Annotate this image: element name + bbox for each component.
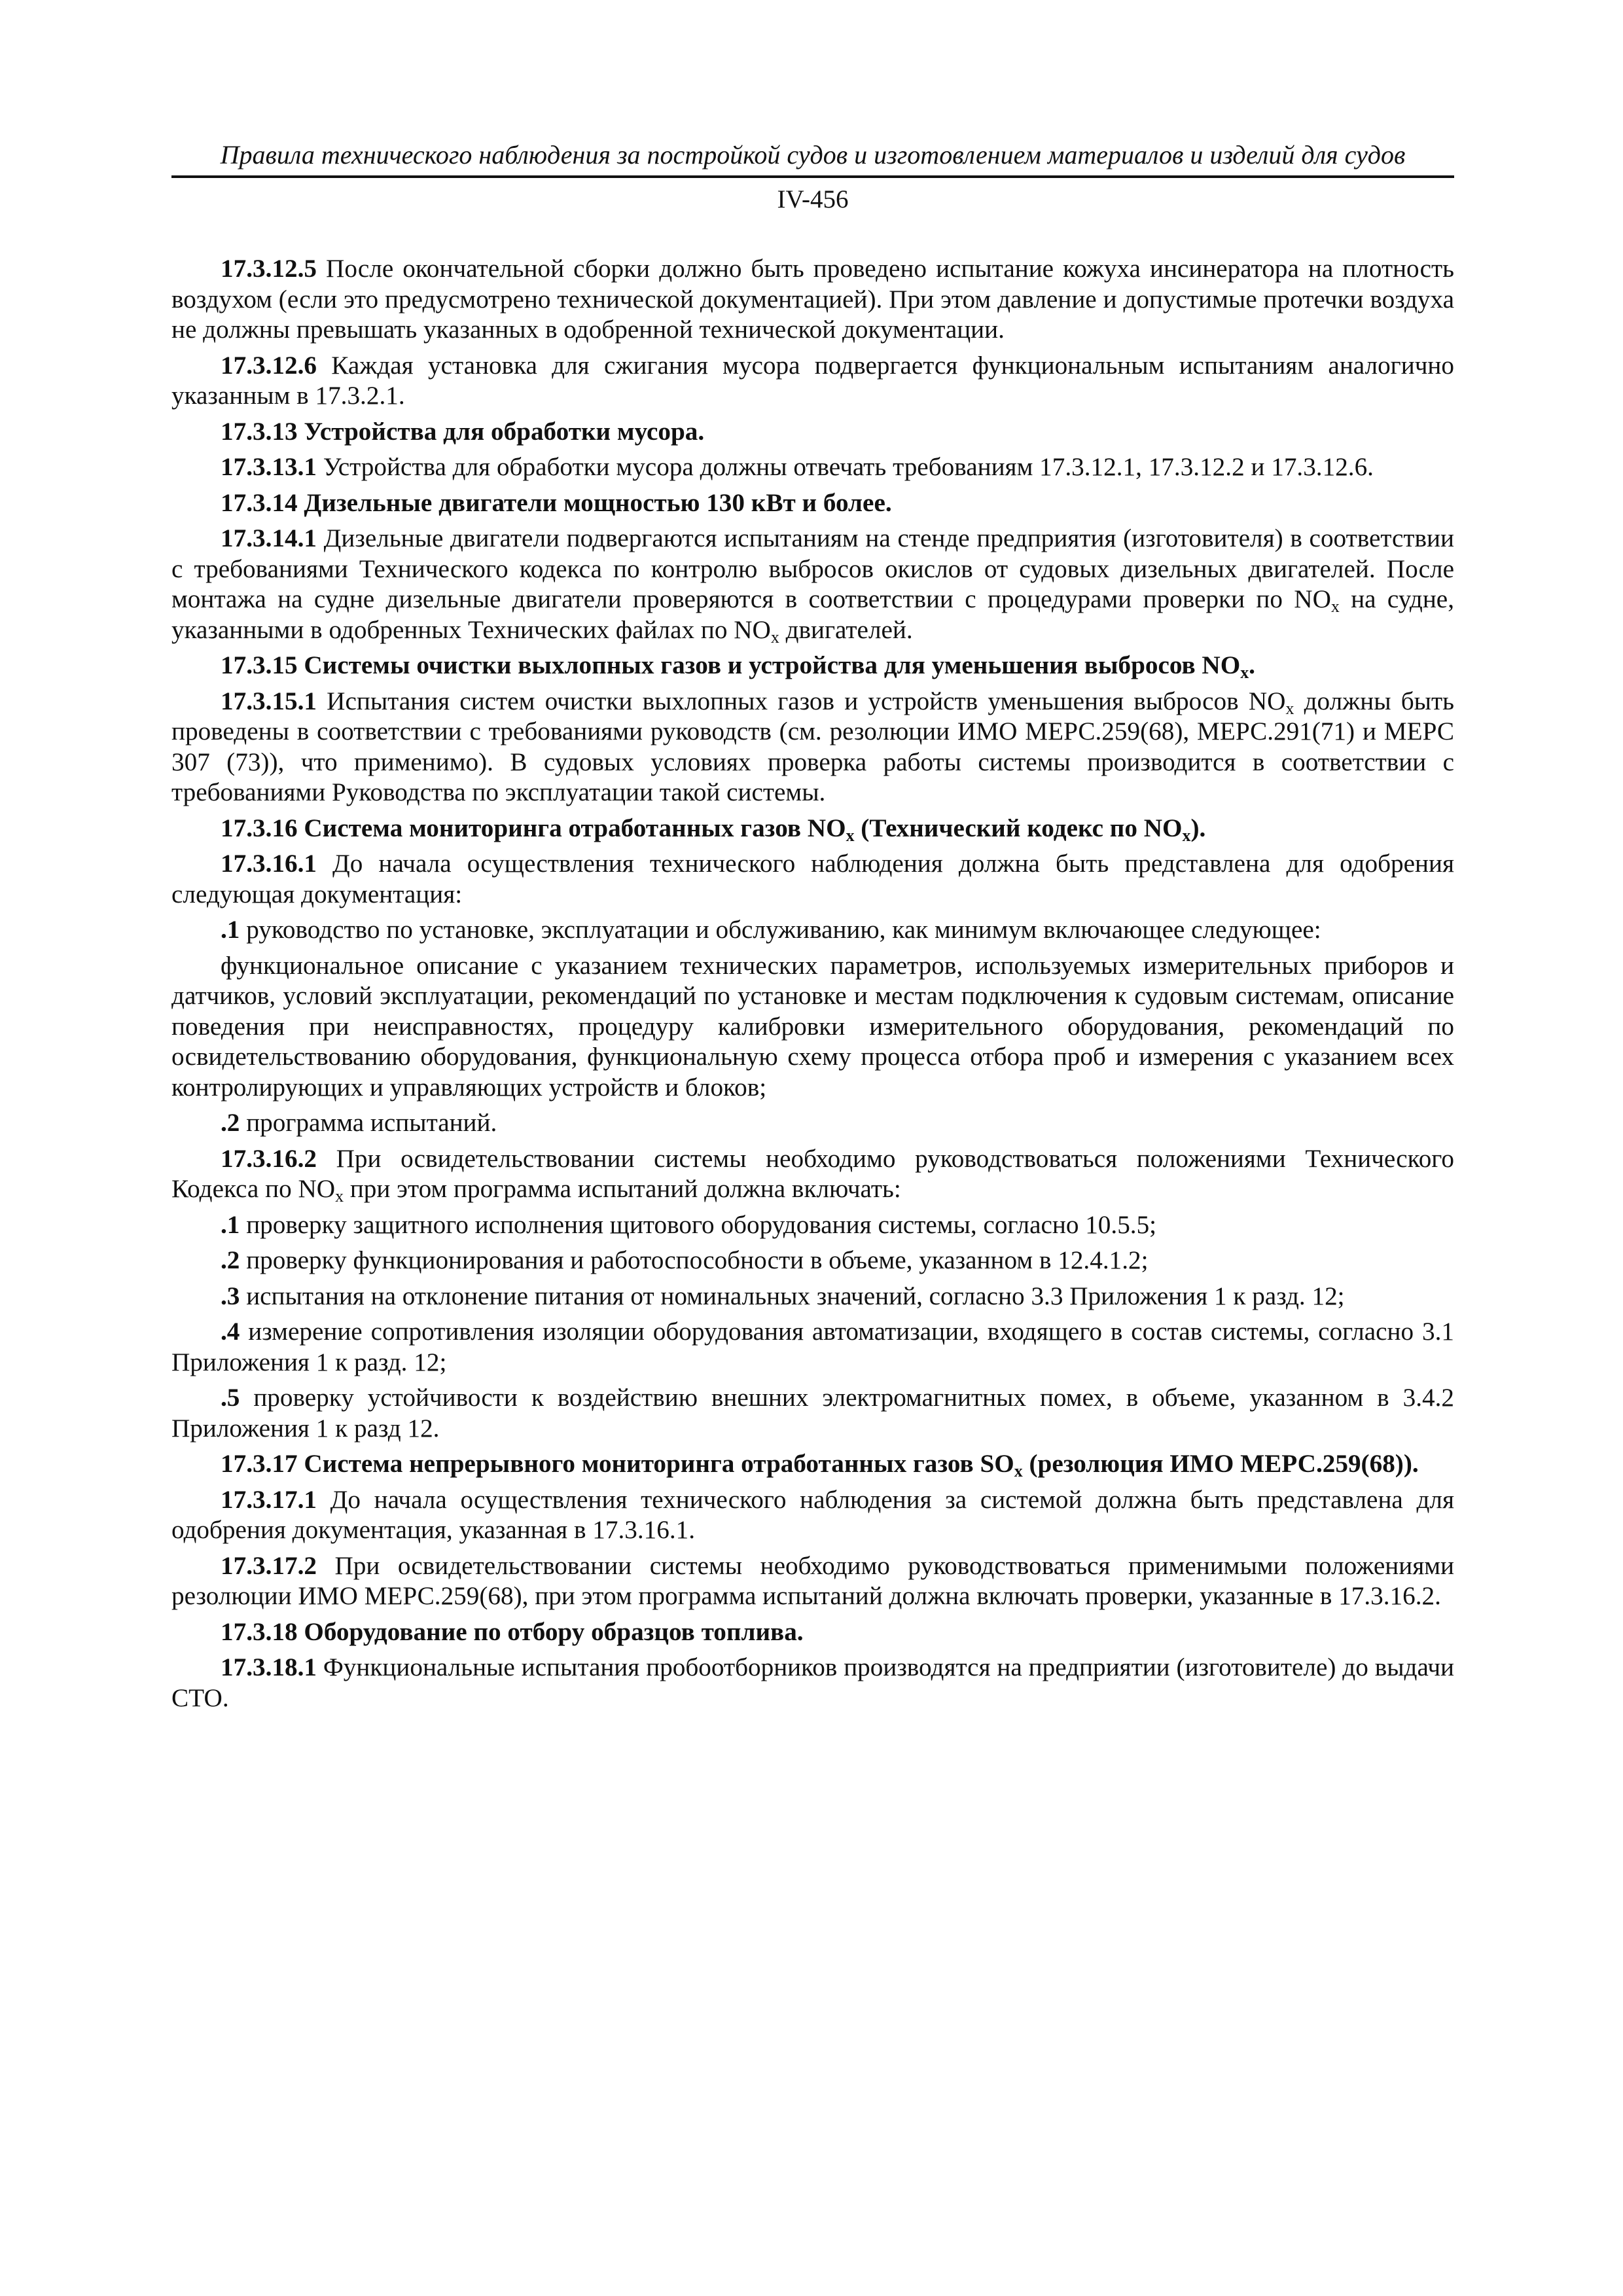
clause-number: 17.3.18.1 <box>221 1653 317 1681</box>
list-item-number: .4 <box>221 1318 240 1346</box>
paragraph-text: двигателей. <box>779 615 913 644</box>
list-item-number: .2 <box>221 1109 240 1137</box>
list-item <box>171 1210 1454 1241</box>
running-header-title: Правила технического наблюдения за постройкой судов и изготовлением материалов и изделий для судов <box>220 140 1406 170</box>
list-item-text: руководство по установке, эксплуатации и обслуживанию, как минимум включающее следующее: <box>240 916 1321 944</box>
paragraph-17-3-14-1 <box>171 524 1454 645</box>
list-item <box>171 1108 1454 1139</box>
paragraph-text: должны быть проведены в соответствии с требованиями руководств (см. резолюции ИМО МЕРС.259(68), МЕРС.291(71) и МЕРС 307 (73)), что применимо). В судовых условиях проверка работы системы производится в соответствии с требованиями Руководства по эксплуатации такой системы. <box>171 687 1454 806</box>
list-item <box>171 1282 1454 1312</box>
subscript: x <box>770 627 779 647</box>
clause-number: 17.3.14.1 <box>221 524 317 552</box>
list-item-text: проверку функционирования и работоспособности в объеме, указанном в 12.4.1.2; <box>240 1246 1149 1274</box>
heading-text: (Технический кодекс по NO <box>854 814 1183 842</box>
paragraph-text: Функциональные испытания пробоотборников производятся на предприятии (изготовителе) до выдачи СТО. <box>171 1653 1454 1712</box>
section-heading-17-3-16 <box>171 814 1454 844</box>
section-heading-17-3-15 <box>171 651 1454 681</box>
subscript: x <box>1014 1462 1023 1481</box>
paragraph-text: До начала осуществления технического наблюдения за системой должна быть представлена для одобрения документация, указанная в 17.3.16.1. <box>171 1485 1454 1544</box>
clause-number: 17.3.16.2 <box>221 1144 317 1173</box>
paragraph-text: Устройства для обработки мусора должны отвечать требованиям 17.3.12.1, 17.3.12.2 и 17.3.12.6. <box>316 453 1374 481</box>
paragraph-text: При освидетельствовании системы необходимо руководствоваться положениями Технического Кодекса по NO <box>171 1144 1454 1203</box>
paragraph-text: После окончательной сборки должно быть проведено испытание кожуха инсинератора на плотность воздухом (если это предусмотрено технической документацией). При этом давление и допустимые протечки воздуха не должны превышать указанных в одобренной технической документации. <box>171 255 1454 344</box>
paragraph-text: До начала осуществления технического наблюдения должна быть представлена для одобрения следующая документация: <box>171 850 1454 908</box>
heading-text: 17.3.15 Системы очистки выхлопных газов и устройства для уменьшения выбросов NO <box>221 651 1241 679</box>
paragraph-17-3-13-1 <box>171 452 1454 483</box>
clause-number: 17.3.17.1 <box>221 1485 317 1514</box>
list-item-number: .1 <box>221 916 240 944</box>
paragraph-17-3-18-1 <box>171 1653 1454 1713</box>
subscript: x <box>1330 597 1340 617</box>
clause-number: 17.3.16.1 <box>221 850 317 878</box>
paragraph-description: функциональное описание с указанием технических параметров, используемых измерительных приборов и датчиков, условий эксплуатации, рекомендаций по установке и местам подключения к судовым системам, описание поведения при неисправностях, процедуру калибровки измерительного оборудования, рекомендаций по освидетельствованию оборудования, функциональную схему процесса отбора проб и измерения с указанием всех контролирующих и управляющих устройств и блоков; <box>171 951 1454 1102</box>
paragraph-text: Каждая установка для сжигания мусора подвергается функциональным испытаниям аналогично указанным в 17.3.2.1. <box>171 351 1454 410</box>
paragraph-17-3-16-2 <box>171 1144 1454 1205</box>
header-divider <box>171 175 1454 178</box>
paragraph-17-3-12-5 <box>171 254 1454 346</box>
heading-text: (резолюция ИМО МЕРС.259(68)). <box>1022 1450 1419 1478</box>
paragraph-text: Дизельные двигатели подвергаются испытаниям на стенде предприятия (изготовителя) в соответствии с требованиями Технического кодекса по контролю выбросов окислов от судовых дизельных двигателей. После монтажа на судне дизельные двигатели проверяются в соответствии с процедурами проверки по NO <box>171 524 1454 613</box>
paragraph-17-3-16-1 <box>171 849 1454 910</box>
section-heading-17-3-13: 17.3.13 Устройства для обработки мусора. <box>221 417 705 446</box>
clause-number: 17.3.17.2 <box>221 1551 317 1580</box>
list-item <box>171 1246 1454 1276</box>
paragraph-17-3-15-1 <box>171 687 1454 808</box>
list-item <box>171 1383 1454 1444</box>
subscript: x <box>335 1187 344 1206</box>
heading-text: ). <box>1190 814 1206 842</box>
document-body <box>171 254 1454 1719</box>
clause-number: 17.3.12.5 <box>221 255 317 283</box>
subscript: x <box>1240 663 1249 683</box>
clause-number: 17.3.15.1 <box>221 687 317 715</box>
paragraph-text: на судне, указанными в одобренных Технических файлах по NO <box>171 585 1455 644</box>
list-item-text: проверку устойчивости к воздействию внешних электромагнитных помех, в объеме, указанном в 3.4.2 Приложения 1 к разд 12. <box>171 1384 1454 1443</box>
list-item-number: .1 <box>221 1210 240 1239</box>
list-item <box>171 1317 1454 1378</box>
list-item-number: .5 <box>221 1384 240 1412</box>
paragraph-text: при этом программа испытаний должна включать: <box>344 1175 901 1203</box>
list-item-text: проверку защитного исполнения щитового оборудования системы, согласно 10.5.5; <box>240 1210 1157 1239</box>
section-heading-17-3-18: 17.3.18 Оборудование по отбору образцов топлива. <box>221 1617 804 1646</box>
paragraph-text: Испытания систем очистки выхлопных газов и устройств уменьшения выбросов NO <box>316 687 1286 715</box>
list-item-text: программа испытаний. <box>240 1109 497 1137</box>
subscript: x <box>1182 825 1191 845</box>
list-item-text: испытания на отклонение питания от номинальных значений, согласно 3.3 Приложения 1 к разд. 12; <box>240 1282 1345 1310</box>
section-heading-17-3-17 <box>171 1449 1454 1480</box>
heading-text: . <box>1249 651 1255 679</box>
subscript: x <box>1285 698 1294 718</box>
list-item-text: измерение сопротивления изоляции оборудования автоматизации, входящего в состав системы, согласно 3.1 Приложения 1 к разд. 12; <box>171 1318 1454 1376</box>
list-item <box>171 915 1454 946</box>
list-item-number: .3 <box>221 1282 240 1310</box>
paragraph-17-3-12-6 <box>171 351 1454 412</box>
subscript: x <box>846 825 855 845</box>
clause-number: 17.3.12.6 <box>221 351 317 380</box>
paragraph-text: При освидетельствовании системы необходимо руководствоваться применимыми положениями резолюции ИМО МЕРС.259(68), при этом программа испытаний должна включать проверки, указанные в 17.3.16.2. <box>171 1551 1454 1610</box>
paragraph-17-3-17-2 <box>171 1551 1454 1612</box>
heading-text: 17.3.16 Система мониторинга отработанных газов NO <box>221 814 846 842</box>
list-item-number: .2 <box>221 1246 240 1274</box>
clause-number: 17.3.13.1 <box>221 453 317 481</box>
section-heading-17-3-14: 17.3.14 Дизельные двигатели мощностью 130 кВт и более. <box>221 488 892 517</box>
paragraph-17-3-17-1 <box>171 1485 1454 1546</box>
heading-text: 17.3.17 Система непрерывного мониторинга отработанных газов SO <box>221 1450 1014 1478</box>
page-number: IV-456 <box>777 185 849 213</box>
